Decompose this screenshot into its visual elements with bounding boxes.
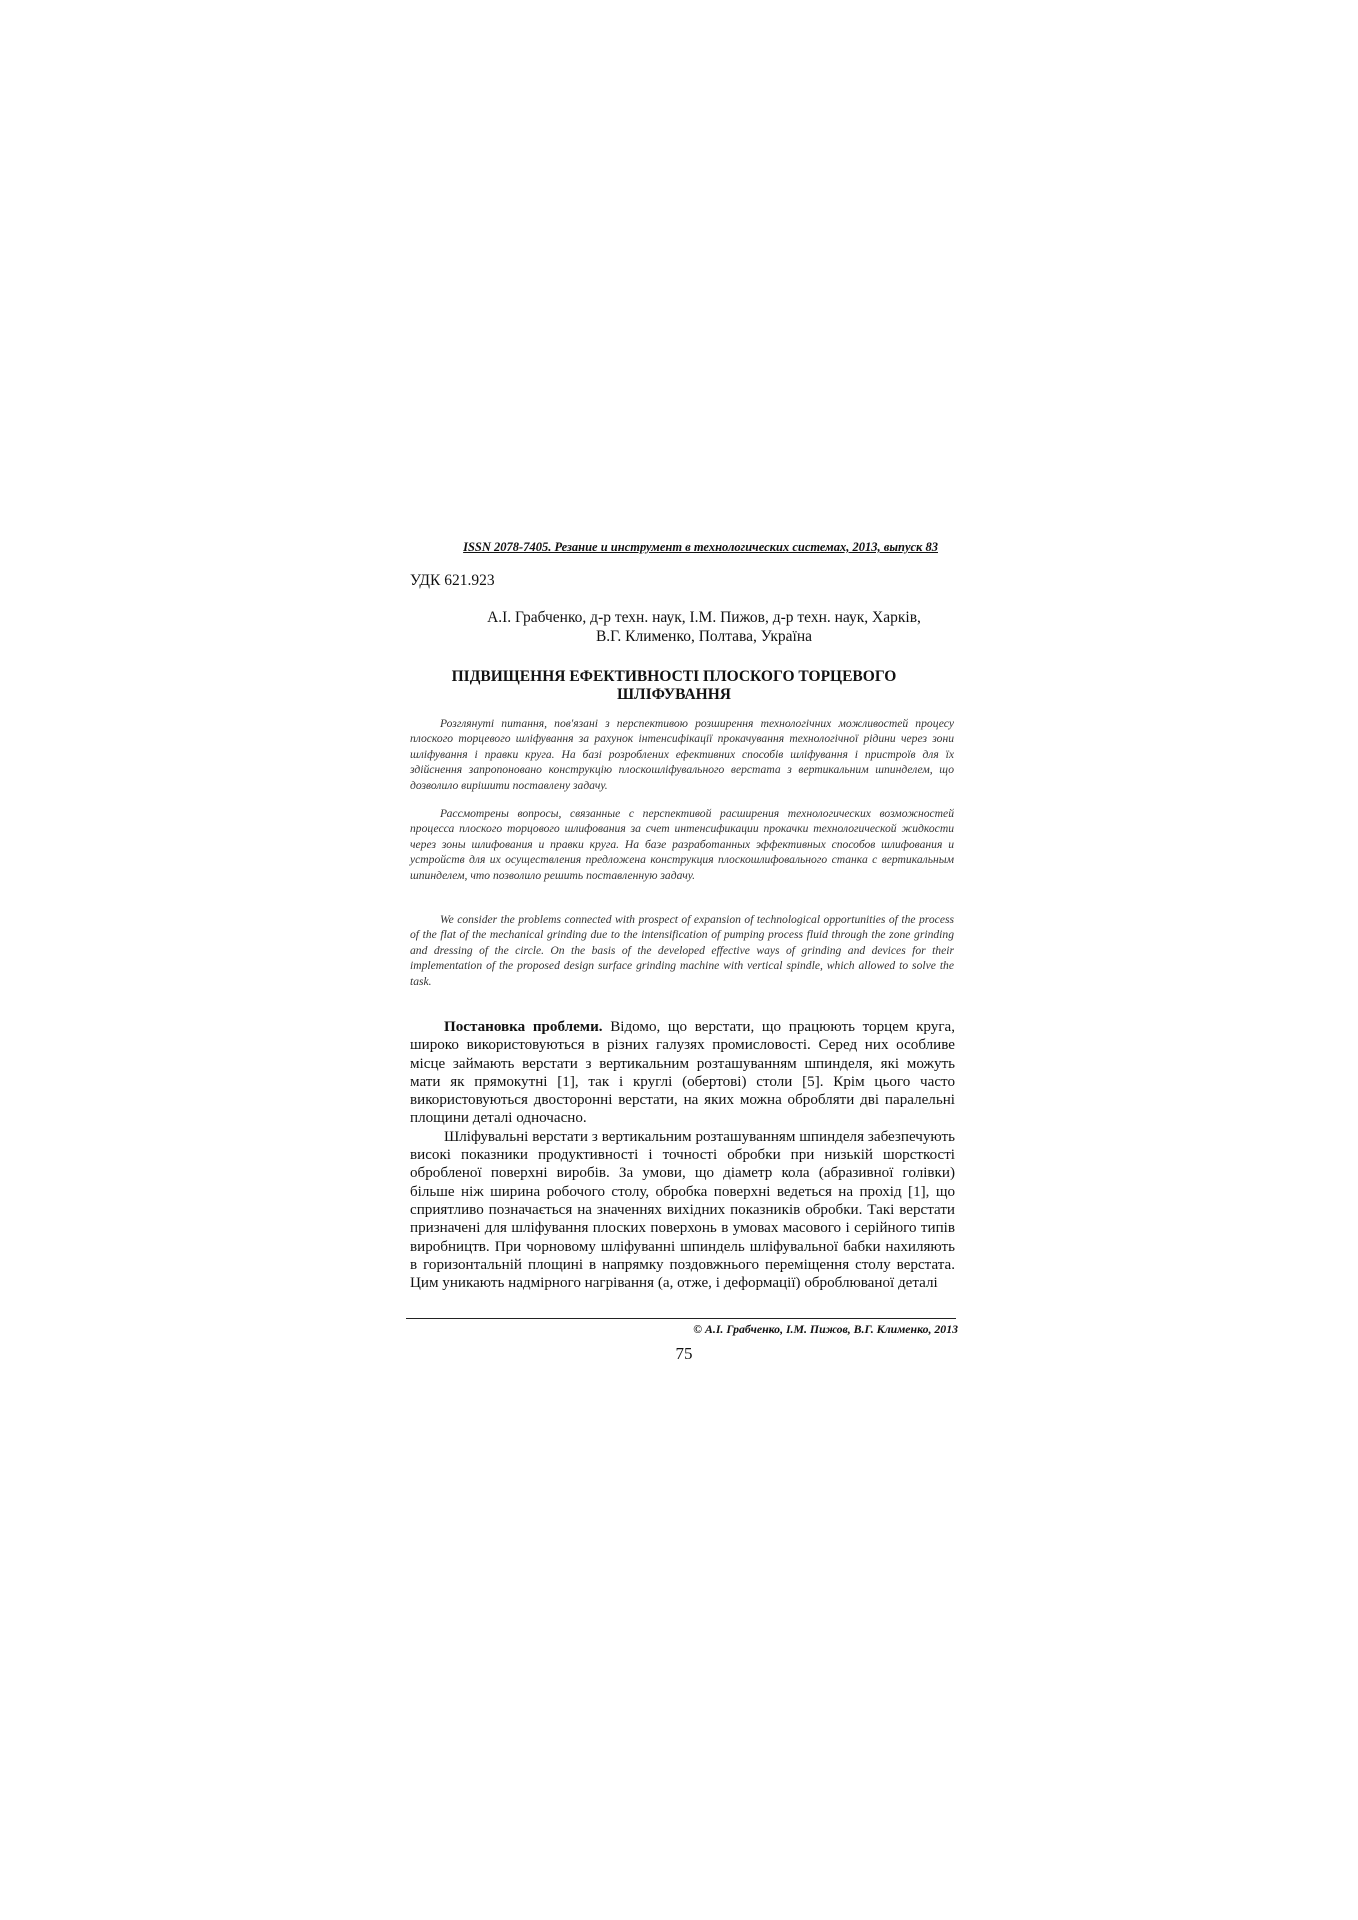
abstract-english (410, 912, 954, 989)
body-text (410, 1018, 955, 1292)
paragraph-2 (410, 1128, 955, 1293)
journal-header: ISSN 2078-7405. Резание и инструмент в технологических системах, 2013, выпуск 83 (463, 540, 938, 554)
paragraph-2-text: Шліфувальні верстати з вертикальним розташуванням шпинделя забезпечують високі показники продуктивності і точності обробки при низькій шорсткості обробленої поверхні виробів. За умови, що діаметр кола (абразивної голівки) більше ніж ширина робочого столу, обробка поверхні ведеться на прохід [1], що сприятливо позначається на значеннях вихідних показників обробки. Такі верстати призначені для шліфування плоских поверхонь в умовах масового і серійного типів виробництв. При чорновому шліфуванні шпиндель шліфувальної бабки нахиляють в горизонтальній площині в напрямку поздовжнього переміщення столу верстата. Цим уникають надмірного нагрівання (а, отже, і деформації) оброблюваної деталі (410, 1128, 955, 1292)
title-line-2: ШЛІФУВАННЯ (617, 686, 731, 703)
copyright-notice: © А.І. Грабченко, І.М. Пижов, В.Г. Клименко, 2013 (693, 1322, 958, 1336)
abstract-en-text: We consider the problems connected with prospect of expansion of technological opportunities of the process of the flat of the mechanical grinding due to the intensification of pumping process fluid through the zone grinding and dressing of the circle. On the basis of the developed effective ways of grinding and devices for their implementation of the proposed design surface grinding machine with vertical spindle, which allowed to solve the task. (410, 913, 954, 988)
article-title (410, 668, 938, 704)
abstract-uk-text: Розглянуті питання, пов'язані з перспективою розширення технологічних можливостей процесу плоского торцевого шліфування за рахунок інтенсифікації прокачування технологічної рідини через зони шліфування і правки круга. На базі розроблених ефективних способів шліфування і пристроїв для їх здійснення запропоновано конструкцію плоскошліфувального верстата з вертикальним шпинделем, що дозволило вирішити поставлену задачу. (410, 717, 954, 792)
paragraph-1-text: Відомо, що верстати, що працюють торцем круга, широко використовуються в різних галузях промисловості. Серед них особливе місце займають верстати з вертикальним розташуванням шпинделя, які можуть мати як прямокутні [1], так і круглі (обертові) столи [5]. Крім цього часто використовуються двосторонні верстати, на яких можна обробляти дві паралельні площини деталі одночасно. (410, 1019, 955, 1127)
udk-code: УДК 621.923 (410, 572, 495, 589)
abstract-ukrainian (410, 716, 954, 793)
authors-block (410, 608, 938, 646)
paragraph-1 (410, 1018, 955, 1128)
abstract-russian (410, 806, 954, 883)
abstract-ru-text: Рассмотрены вопросы, связанные с перспективой расширения технологических возможностей процесса плоского торцового шлифования за счет интенсификации прокачки технологической жидкости через зоны шлифования и правки круга. На базе разработанных эффективных способов шлифования и устройств для их осуществления предложена конструкция плоскошлифовального станка с вертикальным шпинделем, что позволило решить поставленную задачу. (410, 807, 954, 882)
authors-line-2: В.Г. Клименко, Полтава, Україна (595, 628, 813, 645)
footer-divider (406, 1318, 956, 1319)
authors-line-1: А.І. Грабченко, д-р техн. наук, І.М. Пижов, д-р техн. наук, Харків, (487, 609, 921, 626)
title-line-1: ПІДВИЩЕННЯ ЕФЕКТИВНОСТІ ПЛОСКОГО ТОРЦЕВОГО (451, 668, 897, 685)
section-heading: Постановка проблеми. (444, 1019, 603, 1035)
page-number: 75 (675, 1344, 693, 1363)
